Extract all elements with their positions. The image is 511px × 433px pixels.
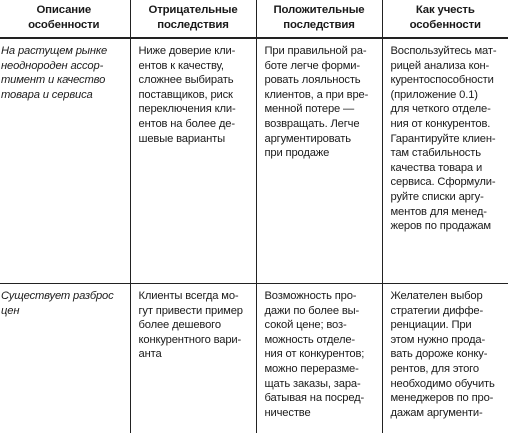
header-negative: Отрицательные последствия (130, 0, 256, 38)
cell-negative: Клиенты всегда мо- гут привести пример более дешевого конкурентного вари- анта (130, 284, 256, 433)
table-header-row (0, 0, 508, 38)
header-how-to: Как учесть особенности (382, 0, 508, 38)
cell-how-to: Желателен выбор стратегии диффе- ренциации. При этом нужно прода- вать дороже конку- рентов, для этого необходимо обучить менеджеров по про- дажам аргументи- (382, 284, 508, 433)
cell-positive: Возможность про- дажи по более вы- сокой цене; воз- можность отделе- ния от конкурентов; можно переразме- щать заказы, зара- батывая на посред- ничестве (256, 284, 382, 433)
cell-how-to: Воспользуйтесь мат- рицей анализа кон- курентоспособности (приложение 0.1) для четкого отделе- ния от конкурентов. Гарантируйте клиен- там стабильность качества товара и сервиса. Сформули- руйте списки аргу- ментов для менед- жеров по продажам (382, 38, 508, 284)
table-row (0, 38, 508, 284)
table-row (0, 284, 508, 433)
header-positive: Положительные последствия (256, 0, 382, 38)
cell-description: На растущем рынке неоднороден ассор- тимент и качество товара и сервиса (0, 38, 130, 284)
header-description: Описание особенности (0, 0, 130, 38)
cell-description: Существует разброс цен (0, 284, 130, 433)
cell-negative: Ниже доверие кли- ентов к качеству, сложнее выбирать поставщиков, риск переключения кли- ентов на более де- шевые варианты (130, 38, 256, 284)
cell-positive: При правильной ра- боте легче форми- ровать лояльность клиентов, а при вре- менной потере — возвращать. Легче аргументировать при продаже (256, 38, 382, 284)
